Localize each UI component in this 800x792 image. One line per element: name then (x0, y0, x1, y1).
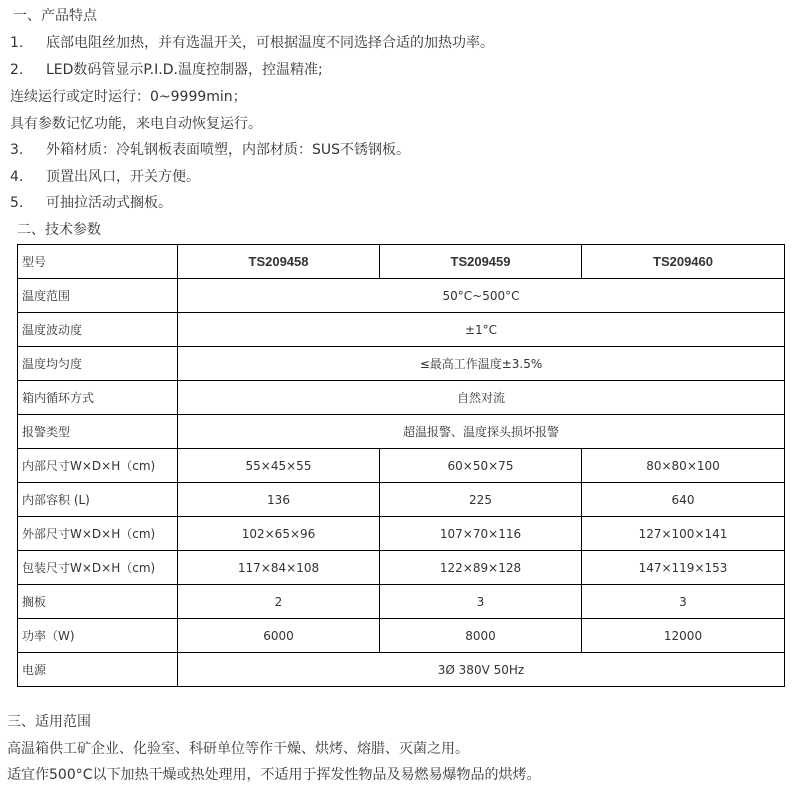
section-title-specs: 二、技术参数 (17, 222, 101, 238)
item-number: 1. (10, 35, 24, 51)
item-number: 4. (10, 169, 24, 185)
item-number: 3. (10, 142, 24, 158)
cell-value: 127×100×141 (582, 517, 785, 551)
item-number: 5. (10, 195, 24, 211)
row-label: 箱内循环方式 (18, 381, 178, 415)
row-shared-value: ±1°C (178, 313, 785, 347)
feature-item (10, 167, 200, 187)
item-text: 底部电阻丝加热，并有选温开关，可根据温度不同选择合适的加热功率。 (46, 35, 494, 51)
row-label: 温度范围 (18, 279, 178, 313)
cell-value: 80×80×100 (582, 449, 785, 483)
row-shared-value: 自然对流 (178, 381, 785, 415)
item-text: LED数码管显示P.I.D.温度控制器，控温精准; (46, 62, 323, 78)
item-number: 2. (10, 62, 24, 78)
row-shared-value: 3Ø 380V 50Hz (178, 653, 785, 687)
row-shared-value: 超温报警、温度探头损坏报警 (178, 415, 785, 449)
item-text: 可抽拉活动式搁板。 (46, 195, 172, 211)
cell-value: 225 (380, 483, 582, 517)
cell-value: 8000 (380, 619, 582, 653)
cell-value: 6000 (178, 619, 380, 653)
table-row (18, 313, 785, 347)
cell-value: 147×119×153 (582, 551, 785, 585)
cell-value: 102×65×96 (178, 517, 380, 551)
row-label: 搁板 (18, 585, 178, 619)
item-text: 外箱材质：冷轧钢板表面喷塑，内部材质：SUS不锈钢板。 (46, 142, 411, 158)
section-title-applications: 三、适用范围 (7, 714, 91, 730)
feature-item (10, 193, 172, 213)
row-label: 温度均匀度 (18, 347, 178, 381)
table-header-row (18, 245, 785, 279)
cell-value: 55×45×55 (178, 449, 380, 483)
row-label: 内部容积 (L) (18, 483, 178, 517)
table-row (18, 415, 785, 449)
table-row (18, 449, 785, 483)
row-label: 包装尺寸W×D×H（cm) (18, 551, 178, 585)
row-label: 功率（W) (18, 619, 178, 653)
row-label: 电源 (18, 653, 178, 687)
cell-value: 122×89×128 (380, 551, 582, 585)
cell-value: 3 (380, 585, 582, 619)
table-row (18, 381, 785, 415)
table-row (18, 619, 785, 653)
header-model-1: TS209458 (178, 245, 380, 279)
table-row (18, 517, 785, 551)
header-model-3: TS209460 (582, 245, 785, 279)
feature-extra-line: 连续运行或定时运行：0~9999min； (10, 89, 247, 105)
row-shared-value: 50°C~500°C (178, 279, 785, 313)
application-line: 高温箱供工矿企业、化验室、科研单位等作干燥、烘烤、熔腊、灭菌之用。 (7, 741, 469, 757)
table-row (18, 483, 785, 517)
row-label: 外部尺寸W×D×H（cm) (18, 517, 178, 551)
feature-item (10, 33, 494, 53)
header-model-label: 型号 (18, 245, 178, 279)
row-shared-value: ≤最高工作温度±3.5% (178, 347, 785, 381)
item-text: 顶置出风口，开关方便。 (46, 169, 200, 185)
feature-extra-line: 具有参数记忆功能，来电自动恢复运行。 (10, 116, 262, 132)
table-row (18, 653, 785, 687)
application-line: 适宜作500°C以下加热干燥或热处理用，不适用于挥发性物品及易燃易爆物品的烘烤。 (7, 767, 541, 783)
cell-value: 2 (178, 585, 380, 619)
row-label: 报警类型 (18, 415, 178, 449)
table-row (18, 279, 785, 313)
cell-value: 60×50×75 (380, 449, 582, 483)
row-label: 内部尺寸W×D×H（cm) (18, 449, 178, 483)
header-model-2: TS209459 (380, 245, 582, 279)
feature-item (10, 140, 410, 160)
cell-value: 12000 (582, 619, 785, 653)
spec-table (17, 244, 785, 687)
table-row (18, 551, 785, 585)
cell-value: 117×84×108 (178, 551, 380, 585)
row-label: 温度波动度 (18, 313, 178, 347)
table-row (18, 347, 785, 381)
table-row (18, 585, 785, 619)
section-title-features: 一、产品特点 (13, 8, 97, 24)
cell-value: 107×70×116 (380, 517, 582, 551)
cell-value: 3 (582, 585, 785, 619)
cell-value: 136 (178, 483, 380, 517)
feature-item (10, 60, 323, 80)
cell-value: 640 (582, 483, 785, 517)
